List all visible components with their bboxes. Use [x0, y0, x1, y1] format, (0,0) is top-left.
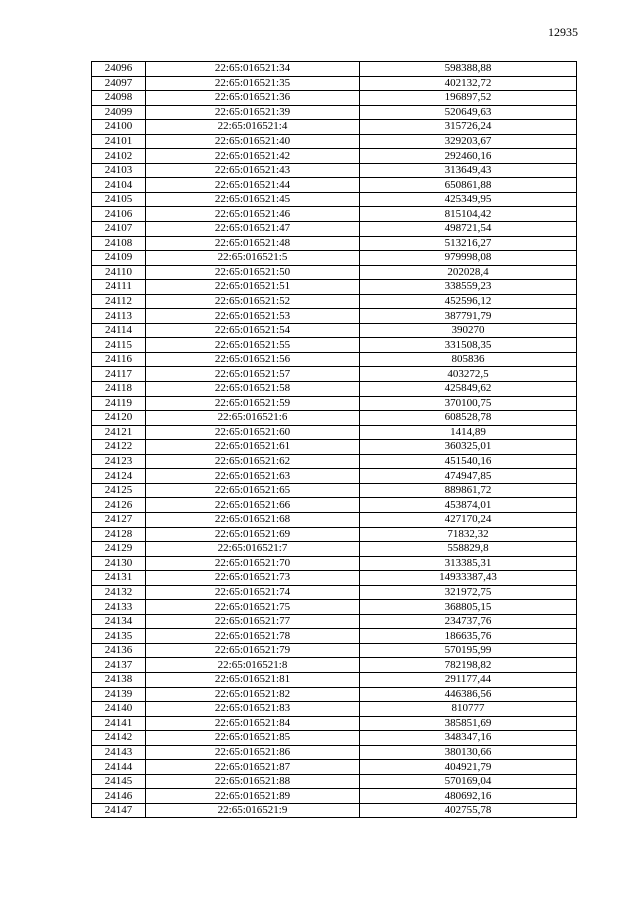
cadastral-number-cell: 22:65:016521:34	[146, 62, 360, 77]
row-number-cell: 24101	[92, 134, 146, 149]
table-row	[92, 396, 577, 411]
row-number-cell: 24104	[92, 178, 146, 193]
cadastral-number-cell: 22:65:016521:78	[146, 629, 360, 644]
table-row	[92, 731, 577, 746]
value-cell: 387791,79	[360, 309, 577, 324]
value-cell: 292460,16	[360, 149, 577, 164]
row-number-cell: 24111	[92, 280, 146, 295]
row-number-cell: 24143	[92, 745, 146, 760]
row-number-cell: 24098	[92, 91, 146, 106]
row-number-cell: 24125	[92, 483, 146, 498]
row-number-cell: 24129	[92, 542, 146, 557]
cadastral-number-cell: 22:65:016521:54	[146, 323, 360, 338]
value-cell: 570169,04	[360, 774, 577, 789]
value-cell: 348347,16	[360, 731, 577, 746]
cadastral-number-cell: 22:65:016521:9	[146, 803, 360, 818]
value-cell: 313649,43	[360, 163, 577, 178]
value-cell: 368805,15	[360, 600, 577, 615]
value-cell: 1414,89	[360, 425, 577, 440]
table-row	[92, 556, 577, 571]
value-cell: 331508,35	[360, 338, 577, 353]
row-number-cell: 24119	[92, 396, 146, 411]
cadastral-number-cell: 22:65:016521:57	[146, 367, 360, 382]
cadastral-number-cell: 22:65:016521:77	[146, 614, 360, 629]
table-row	[92, 149, 577, 164]
table-row	[92, 192, 577, 207]
value-cell: 425349,95	[360, 192, 577, 207]
cadastral-number-cell: 22:65:016521:39	[146, 105, 360, 120]
value-cell: 186635,76	[360, 629, 577, 644]
row-number-cell: 24113	[92, 309, 146, 324]
cadastral-number-cell: 22:65:016521:65	[146, 483, 360, 498]
row-number-cell: 24108	[92, 236, 146, 251]
cadastral-number-cell: 22:65:016521:47	[146, 222, 360, 237]
table-row	[92, 527, 577, 542]
cadastral-number-cell: 22:65:016521:55	[146, 338, 360, 353]
row-number-cell: 24139	[92, 687, 146, 702]
value-cell: 598388,88	[360, 62, 577, 77]
value-cell: 402755,78	[360, 803, 577, 818]
table-row	[92, 469, 577, 484]
value-cell: 650861,88	[360, 178, 577, 193]
table-row	[92, 236, 577, 251]
value-cell: 451540,16	[360, 454, 577, 469]
cadastral-number-cell: 22:65:016521:35	[146, 76, 360, 91]
value-cell: 71832,32	[360, 527, 577, 542]
row-number-cell: 24110	[92, 265, 146, 280]
value-cell: 446386,56	[360, 687, 577, 702]
table-row	[92, 178, 577, 193]
table-row	[92, 687, 577, 702]
cadastral-number-cell: 22:65:016521:63	[146, 469, 360, 484]
table-row	[92, 454, 577, 469]
value-cell: 979998,08	[360, 251, 577, 266]
cadastral-number-cell: 22:65:016521:89	[146, 789, 360, 804]
value-cell: 782198,82	[360, 658, 577, 673]
value-cell: 196897,52	[360, 91, 577, 106]
cadastral-number-cell: 22:65:016521:69	[146, 527, 360, 542]
table-row	[92, 702, 577, 717]
cadastral-number-cell: 22:65:016521:73	[146, 571, 360, 586]
table-body	[92, 62, 577, 818]
value-cell: 338559,23	[360, 280, 577, 295]
row-number-cell: 24127	[92, 512, 146, 527]
row-number-cell: 24100	[92, 120, 146, 135]
row-number-cell: 24124	[92, 469, 146, 484]
table-row	[92, 251, 577, 266]
cadastral-number-cell: 22:65:016521:82	[146, 687, 360, 702]
cadastral-number-cell: 22:65:016521:83	[146, 702, 360, 717]
cadastral-number-cell: 22:65:016521:87	[146, 760, 360, 775]
cadastral-number-cell: 22:65:016521:79	[146, 643, 360, 658]
value-cell: 889861,72	[360, 483, 577, 498]
value-cell: 570195,99	[360, 643, 577, 658]
row-number-cell: 24096	[92, 62, 146, 77]
value-cell: 480692,16	[360, 789, 577, 804]
cadastral-number-cell: 22:65:016521:75	[146, 600, 360, 615]
table-row	[92, 585, 577, 600]
row-number-cell: 24132	[92, 585, 146, 600]
value-cell: 815104,42	[360, 207, 577, 222]
cadastral-number-cell: 22:65:016521:62	[146, 454, 360, 469]
table-row	[92, 774, 577, 789]
value-cell: 608528,78	[360, 411, 577, 426]
row-number-cell: 24146	[92, 789, 146, 804]
cadastral-number-cell: 22:65:016521:7	[146, 542, 360, 557]
table-row	[92, 483, 577, 498]
cadastral-number-cell: 22:65:016521:48	[146, 236, 360, 251]
row-number-cell: 24145	[92, 774, 146, 789]
table-row	[92, 134, 577, 149]
cadastral-number-cell: 22:65:016521:84	[146, 716, 360, 731]
table-row	[92, 600, 577, 615]
page-number: 12935	[548, 25, 578, 39]
value-cell: 360325,01	[360, 440, 577, 455]
value-cell: 321972,75	[360, 585, 577, 600]
table-row	[92, 672, 577, 687]
table-row	[92, 760, 577, 775]
cadastral-number-cell: 22:65:016521:59	[146, 396, 360, 411]
table-row	[92, 571, 577, 586]
table-row	[92, 207, 577, 222]
row-number-cell: 24136	[92, 643, 146, 658]
data-table	[91, 61, 577, 818]
value-cell: 404921,79	[360, 760, 577, 775]
cadastral-number-cell: 22:65:016521:58	[146, 382, 360, 397]
row-number-cell: 24133	[92, 600, 146, 615]
row-number-cell: 24134	[92, 614, 146, 629]
row-number-cell: 24137	[92, 658, 146, 673]
table-row	[92, 803, 577, 818]
table-row	[92, 614, 577, 629]
cadastral-number-cell: 22:65:016521:81	[146, 672, 360, 687]
value-cell: 520649,63	[360, 105, 577, 120]
table-row	[92, 309, 577, 324]
cadastral-number-cell: 22:65:016521:70	[146, 556, 360, 571]
value-cell: 452596,12	[360, 294, 577, 309]
row-number-cell: 24105	[92, 192, 146, 207]
value-cell: 427170,24	[360, 512, 577, 527]
table-row	[92, 352, 577, 367]
cadastral-number-cell: 22:65:016521:42	[146, 149, 360, 164]
value-cell: 402132,72	[360, 76, 577, 91]
cadastral-number-cell: 22:65:016521:60	[146, 425, 360, 440]
value-cell: 558829,8	[360, 542, 577, 557]
cadastral-number-cell: 22:65:016521:43	[146, 163, 360, 178]
table-row	[92, 658, 577, 673]
value-cell: 315726,24	[360, 120, 577, 135]
cadastral-number-cell: 22:65:016521:4	[146, 120, 360, 135]
cadastral-number-cell: 22:65:016521:40	[146, 134, 360, 149]
value-cell: 390270	[360, 323, 577, 338]
cadastral-number-cell: 22:65:016521:8	[146, 658, 360, 673]
row-number-cell: 24138	[92, 672, 146, 687]
row-number-cell: 24116	[92, 352, 146, 367]
table-row	[92, 542, 577, 557]
cadastral-number-cell: 22:65:016521:74	[146, 585, 360, 600]
value-cell: 385851,69	[360, 716, 577, 731]
cadastral-number-cell: 22:65:016521:46	[146, 207, 360, 222]
table-row	[92, 338, 577, 353]
table-row	[92, 629, 577, 644]
table-row	[92, 643, 577, 658]
table-row	[92, 265, 577, 280]
cadastral-number-cell: 22:65:016521:51	[146, 280, 360, 295]
value-cell: 805836	[360, 352, 577, 367]
cadastral-number-cell: 22:65:016521:66	[146, 498, 360, 513]
row-number-cell: 24107	[92, 222, 146, 237]
cadastral-number-cell: 22:65:016521:61	[146, 440, 360, 455]
table-row	[92, 76, 577, 91]
value-cell: 498721,54	[360, 222, 577, 237]
table-row	[92, 411, 577, 426]
row-number-cell: 24112	[92, 294, 146, 309]
table-row	[92, 323, 577, 338]
value-cell: 370100,75	[360, 396, 577, 411]
row-number-cell: 24140	[92, 702, 146, 717]
cadastral-number-cell: 22:65:016521:86	[146, 745, 360, 760]
cadastral-number-cell: 22:65:016521:88	[146, 774, 360, 789]
row-number-cell: 24126	[92, 498, 146, 513]
row-number-cell: 24102	[92, 149, 146, 164]
row-number-cell: 24130	[92, 556, 146, 571]
value-cell: 425849,62	[360, 382, 577, 397]
row-number-cell: 24123	[92, 454, 146, 469]
table-row	[92, 512, 577, 527]
value-cell: 474947,85	[360, 469, 577, 484]
cadastral-number-cell: 22:65:016521:50	[146, 265, 360, 280]
value-cell: 202028,4	[360, 265, 577, 280]
table-row	[92, 789, 577, 804]
cadastral-number-cell: 22:65:016521:68	[146, 512, 360, 527]
table-row	[92, 120, 577, 135]
table-row	[92, 382, 577, 397]
value-cell: 513216,27	[360, 236, 577, 251]
cadastral-number-cell: 22:65:016521:5	[146, 251, 360, 266]
table-row	[92, 105, 577, 120]
value-cell: 291177,44	[360, 672, 577, 687]
value-cell: 234737,76	[360, 614, 577, 629]
table-row	[92, 425, 577, 440]
cadastral-number-cell: 22:65:016521:52	[146, 294, 360, 309]
row-number-cell: 24109	[92, 251, 146, 266]
row-number-cell: 24141	[92, 716, 146, 731]
row-number-cell: 24114	[92, 323, 146, 338]
table-row	[92, 745, 577, 760]
row-number-cell: 24121	[92, 425, 146, 440]
cadastral-number-cell: 22:65:016521:85	[146, 731, 360, 746]
table-row	[92, 222, 577, 237]
cadastral-number-cell: 22:65:016521:56	[146, 352, 360, 367]
row-number-cell: 24122	[92, 440, 146, 455]
cadastral-number-cell: 22:65:016521:53	[146, 309, 360, 324]
value-cell: 380130,66	[360, 745, 577, 760]
table-row	[92, 62, 577, 77]
cadastral-number-cell: 22:65:016521:44	[146, 178, 360, 193]
cadastral-number-cell: 22:65:016521:6	[146, 411, 360, 426]
value-cell: 313385,31	[360, 556, 577, 571]
row-number-cell: 24103	[92, 163, 146, 178]
row-number-cell: 24135	[92, 629, 146, 644]
row-number-cell: 24144	[92, 760, 146, 775]
row-number-cell: 24147	[92, 803, 146, 818]
cadastral-number-cell: 22:65:016521:36	[146, 91, 360, 106]
row-number-cell: 24128	[92, 527, 146, 542]
row-number-cell: 24106	[92, 207, 146, 222]
table-row	[92, 280, 577, 295]
value-cell: 810777	[360, 702, 577, 717]
table-row	[92, 440, 577, 455]
row-number-cell: 24118	[92, 382, 146, 397]
value-cell: 453874,01	[360, 498, 577, 513]
table-row	[92, 91, 577, 106]
row-number-cell: 24099	[92, 105, 146, 120]
row-number-cell: 24117	[92, 367, 146, 382]
table-row	[92, 498, 577, 513]
value-cell: 329203,67	[360, 134, 577, 149]
table-row	[92, 367, 577, 382]
value-cell: 14933387,43	[360, 571, 577, 586]
row-number-cell: 24097	[92, 76, 146, 91]
row-number-cell: 24120	[92, 411, 146, 426]
row-number-cell: 24115	[92, 338, 146, 353]
table-row	[92, 716, 577, 731]
cadastral-number-cell: 22:65:016521:45	[146, 192, 360, 207]
row-number-cell: 24131	[92, 571, 146, 586]
table-row	[92, 163, 577, 178]
table-row	[92, 294, 577, 309]
row-number-cell: 24142	[92, 731, 146, 746]
value-cell: 403272,5	[360, 367, 577, 382]
